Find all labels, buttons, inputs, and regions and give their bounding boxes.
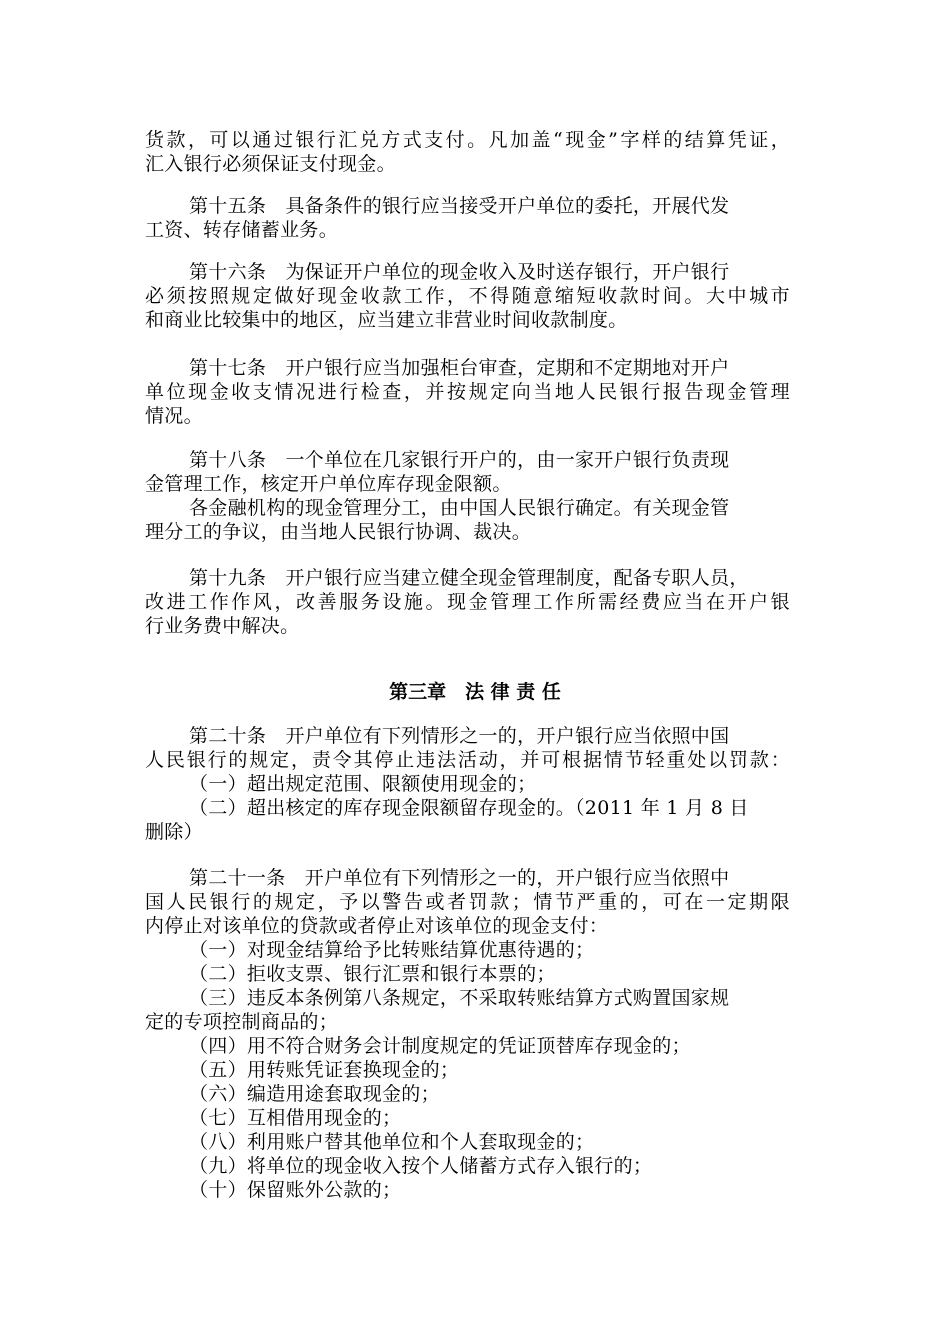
text-line: 金管理工作，核定开户单位库存现金限额。 [145, 473, 512, 495]
list-item: （八）利用账户替其他单位和个人套取现金的； [189, 1131, 595, 1153]
article-16-line: 第十六条 为保证开户单位的现金收入及时送存银行，开户银行 [189, 261, 730, 283]
text-line: 行业务费中解决。 [145, 615, 300, 637]
text-line: 单位现金收支情况进行检查，并按规定向当地人民银行报告现金管理 [145, 381, 790, 403]
text-line: 汇入银行必须保证支付现金。 [145, 153, 396, 175]
text-line: 货款，可以通过银行汇兑方式支付。凡加盖“现金”字样的结算凭证， [145, 129, 790, 151]
text-line: 情况。 [145, 405, 203, 427]
text-line: 国人民银行的规定，予以警告或者罚款；情节严重的，可在一定期限 [145, 891, 790, 913]
chapter-heading: 第三章 法 律 责 任 [389, 681, 561, 703]
list-item: （四）用不符合财务会计制度规定的凭证顶替库存现金的； [189, 1035, 691, 1057]
list-item: （一）对现金结算给予比转账结算优惠待遇的； [189, 939, 595, 961]
list-item: （九）将单位的现金收入按个人储蓄方式存入银行的； [189, 1155, 653, 1177]
text-line: 删除） [145, 821, 203, 843]
text-line: 工资、转存储蓄业务。 [145, 219, 339, 241]
list-item: （六）编造用途套取现金的； [189, 1083, 440, 1105]
article-17-line: 第十七条 开户银行应当加强柜台审查，定期和不定期地对开户 [189, 357, 730, 379]
list-item: （二）拒收支票、银行汇票和银行本票的； [189, 963, 556, 985]
article-19-line: 第十九条 开户银行应当建立健全现金管理制度，配备专职人员， [189, 567, 749, 589]
text-line: 和商业比较集中的地区，应当建立非营业时间收款制度。 [145, 309, 628, 331]
text-line: 人民银行的规定，责令其停止违法活动，并可根据情节轻重处以罚款： [145, 749, 790, 771]
list-item: （二）超出核定的库存现金限额留存现金的。（2011 年 1 月 8 日 [189, 797, 749, 819]
article-18-line: 第十八条 一个单位在几家银行开户的，由一家开户银行负责现 [189, 449, 730, 471]
list-item: （一）超出规定范围、限额使用现金的； [189, 773, 537, 795]
list-item: （七）互相借用现金的； [189, 1107, 402, 1129]
article-15-line: 第十五条 具备条件的银行应当接受开户单位的委托，开展代发 [189, 195, 730, 217]
text-line: 内停止对该单位的贷款或者停止对该单位的现金支付： [145, 915, 609, 937]
text-line: 各金融机构的现金管理分工，由中国人民银行确定。有关现金管 [189, 497, 730, 519]
article-20-line: 第二十条 开户单位有下列情形之一的，开户银行应当依照中国 [189, 725, 730, 747]
list-item: （三）违反本条例第八条规定，不采取转账结算方式购置国家规 [189, 987, 730, 1009]
article-21-line: 第二十一条 开户单位有下列情形之一的，开户银行应当依照中 [189, 867, 730, 889]
text-line: 改进工作作风，改善服务设施。现金管理工作所需经费应当在开户银 [145, 591, 790, 613]
text-line: 定的专项控制商品的； [145, 1011, 339, 1033]
list-item: （十）保留账外公款的； [189, 1179, 402, 1201]
list-item: （五）用转账凭证套换现金的； [189, 1059, 460, 1081]
text-line: 理分工的争议，由当地人民银行协调、裁决。 [145, 521, 532, 543]
text-line: 必须按照规定做好现金收款工作，不得随意缩短收款时间。大中城市 [145, 285, 790, 307]
